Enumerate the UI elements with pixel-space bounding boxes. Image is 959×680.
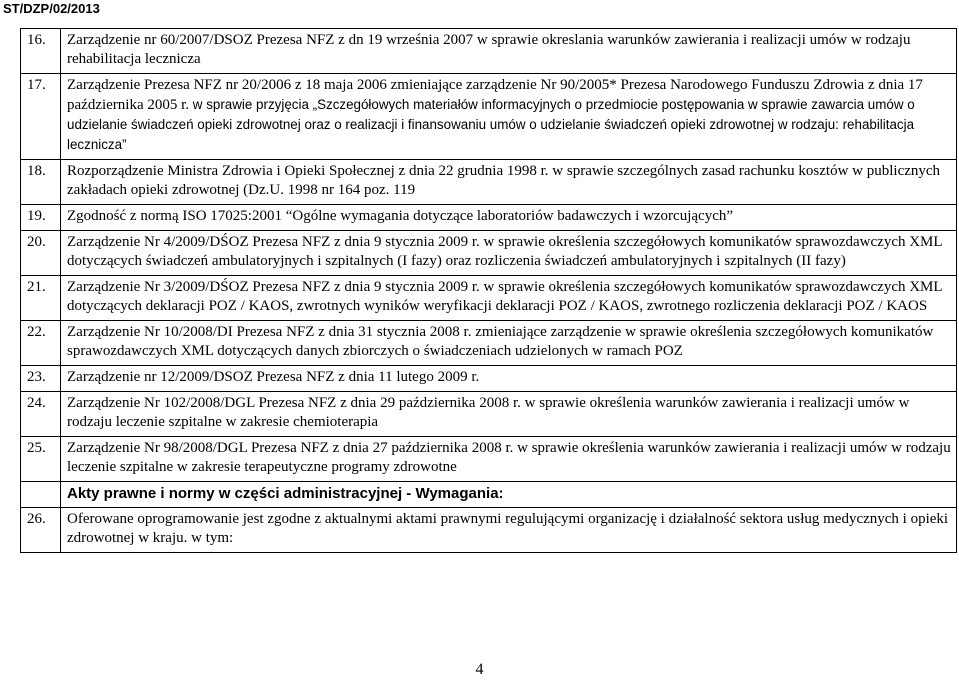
- table-row: [21, 29, 957, 74]
- section-header-row: [21, 482, 957, 508]
- regulation-text-part: Zarządzenie Nr 10/2008/DI Prezesa NFZ z dnia 31 stycznia 2008 r. zmieniające zarządzenie w sprawie określenia szczegółowych komunikatów sprawozdawczych XML dotyczących danych zbiorczych o świadczeniach udzielonych w ramach POZ: [67, 324, 934, 359]
- table-row: [21, 392, 957, 437]
- table-row: [21, 437, 957, 482]
- regulation-text: [61, 160, 957, 205]
- row-number: 16.: [21, 29, 61, 74]
- regulation-text-part: Zarządzenie Nr 102/2008/DGL Prezesa NFZ z dnia 29 października 2008 r. w sprawie określenia warunków zawierania i realizacji umów w rodzaju leczenie szpitalne w zakresie chemioterapia: [67, 395, 910, 430]
- table-row: [21, 508, 957, 553]
- row-number: 17.: [21, 74, 61, 160]
- table-row: [21, 321, 957, 366]
- table-row: [21, 366, 957, 392]
- regulation-text: [61, 205, 957, 231]
- regulation-text-part: Rozporządzenie Ministra Zdrowia i Opieki Społecznej z dnia 22 grudnia 1998 r. w sprawie szczególnych zasad rachunku kosztów w publicznych zakładach opieki zdrowotnej (Dz.U. 1998 nr 164 poz. 119: [67, 163, 941, 198]
- table-row: [21, 231, 957, 276]
- regulation-text-part: w sprawie przyjęcia „Szczegółowych materiałów informacyjnych o przedmiocie postępowania w sprawie zawarcia umów o udzielanie świadczeń opieki zdrowotnej oraz o realizacji i finansowaniu umów o udzielanie świadczeń opieki zdrowotnej w rodzaju: rehabilitacja lecznicza”: [67, 97, 915, 152]
- document-code: ST/DZP/02/2013: [3, 1, 100, 16]
- regulation-text-part: Zarządzenie nr 60/2007/DSOZ Prezesa NFZ z dn 19 września 2007 w sprawie okreslania warunków zawierania i realizacji umów w rodzaju rehabilitacja lecznicza: [67, 32, 911, 67]
- regulation-text: [61, 231, 957, 276]
- table-row: [21, 160, 957, 205]
- row-number: 24.: [21, 392, 61, 437]
- table-row: [21, 74, 957, 160]
- table-row: [21, 276, 957, 321]
- row-number: 18.: [21, 160, 61, 205]
- row-number: [21, 482, 61, 508]
- row-number: 26.: [21, 508, 61, 553]
- regulation-text-part: Zarządzenie Prezesa NFZ nr 20/2006 z 18 maja 2006 zmieniające zarządzenie Nr 90/2005* Prezesa Narodowego Funduszu Zdrowia z dnia 17 października 2005 r.: [67, 77, 923, 113]
- regulation-text: [61, 437, 957, 482]
- regulation-text: [61, 29, 957, 74]
- section-header: Akty prawne i normy w części administracyjnej - Wymagania:: [61, 482, 957, 508]
- regulation-text-part: Zarządzenie nr 12/2009/DSOZ Prezesa NFZ z dnia 11 lutego 2009 r.: [67, 369, 480, 385]
- regulation-text: [61, 508, 957, 553]
- regulation-text: [61, 276, 957, 321]
- row-number: 22.: [21, 321, 61, 366]
- row-number: 21.: [21, 276, 61, 321]
- table-row: [21, 205, 957, 231]
- regulation-text: [61, 392, 957, 437]
- regulation-text-part: Oferowane oprogramowanie jest zgodne z aktualnymi aktami prawnymi regulującymi organizację i działalność sektora usług medycznych i opieki zdrowotnej w kraju. w tym:: [67, 511, 949, 546]
- row-number: 19.: [21, 205, 61, 231]
- regulation-text-part: Zgodność z normą ISO 17025:2001 “Ogólne wymagania dotyczące laboratoriów badawczych i wzorcujących”: [67, 208, 734, 224]
- regulation-text-part: Zarządzenie Nr 3/2009/DŚOZ Prezesa NFZ z dnia 9 stycznia 2009 r. w sprawie określenia szczegółowych komunikatów sprawozdawczych XML dotyczących deklaracji POZ / KAOS, zwrotnych wyników weryfikacji deklaracji POZ / KAOS, zwrotnego rozliczenia deklaracji POZ / KAOS: [67, 279, 943, 314]
- row-number: 25.: [21, 437, 61, 482]
- regulation-text: [61, 321, 957, 366]
- regulation-text: [61, 74, 957, 160]
- regulations-table: [20, 28, 957, 553]
- row-number: 20.: [21, 231, 61, 276]
- row-number: 23.: [21, 366, 61, 392]
- regulation-text-part: Zarządzenie Nr 98/2008/DGL Prezesa NFZ z dnia 27 października 2008 r. w sprawie określenia warunków zawierania i realizacji umów w rodzaju leczenie szpitalne w zakresie terapeutyczne programy zdrowotne: [67, 440, 951, 475]
- regulation-text: [61, 366, 957, 392]
- page-number: 4: [475, 661, 484, 678]
- regulation-text-part: Zarządzenie Nr 4/2009/DŚOZ Prezesa NFZ z dnia 9 stycznia 2009 r. w sprawie określenia szczegółowych komunikatów sprawozdawczych XML dotyczących świadczeń ambulatoryjnych i szpitalnych (I fazy) oraz rozliczenia świadczeń ambulatoryjnych i szpitalnych (II fazy): [67, 234, 943, 269]
